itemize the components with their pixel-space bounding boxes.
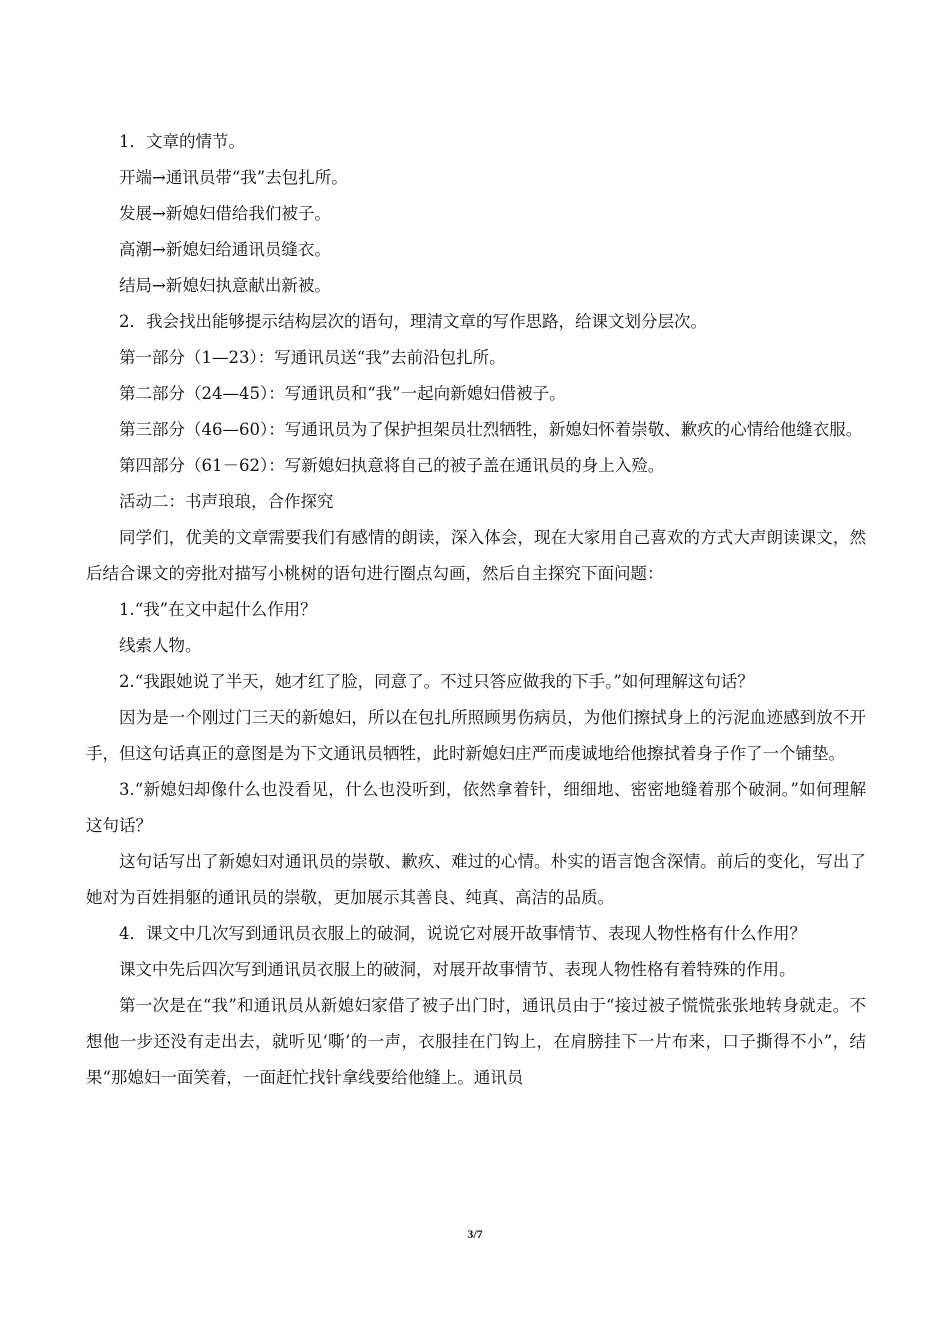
plot-ending: 结局→新媳妇执意献出新被。: [119, 276, 331, 295]
question-4: 4．课文中几次写到通讯员衣服上的破洞，说说它对展开故事情节、表现人物性格有什么作用？: [119, 924, 806, 943]
plot-development: 发展→新媳妇借给我们被子。: [119, 204, 331, 223]
document-body: [86, 124, 866, 1096]
answer-3: 这句话写出了新媳妇对通讯员的崇敬、歉疚、难过的心情。朴实的语言饱含深情。前后的变化，写出了她对为百姓捐躯的通讯员的崇敬，更加展示其善良、纯真、高洁的品质。: [86, 852, 866, 907]
activity-two-intro: 同学们，优美的文章需要我们有感情的朗读，深入体会，现在大家用自己喜欢的方式大声朗读课文，然后结合课文的旁批对描写小桃树的语句进行圈点勾画，然后自主探究下面问题：: [86, 528, 866, 583]
structure-question: 2．我会找出能够提示结构层次的语句，理清文章的写作思路，给课文划分层次。: [119, 312, 707, 331]
plot-climax: 高潮→新媳妇给通讯员缝衣。: [119, 240, 331, 259]
answer-4: 课文中先后四次写到通讯员衣服上的破洞，对展开故事情节、表现人物性格有着特殊的作用。: [119, 960, 796, 979]
activity-two-heading: 活动二：书声琅琅，合作探究: [119, 492, 334, 511]
plot-opening: 开端→通讯员带“我”去包扎所。: [119, 168, 348, 187]
question-1: 1.“我”在文中起什么作用？: [119, 600, 317, 619]
page-number: 3/7: [467, 1227, 483, 1241]
structure-part-1: 第一部分（1—23）：写通讯员送“我”去前沿包扎所。: [119, 348, 506, 367]
question-3: 3.“新媳妇却像什么也没看见，什么也没听到，依然拿着针，细细地、密密地缝着那个破洞。”如何理解这句话？: [86, 780, 866, 835]
structure-part-4: 第四部分（61－62）：写新媳妇执意将自己的被子盖在通讯员的身上入殓。: [119, 456, 665, 475]
question-2: 2.“我跟她说了半天，她才红了脸，同意了。不过只答应做我的下手。”如何理解这句话？: [119, 672, 754, 691]
answer-4-detail: 第一次是在“我”和通讯员从新媳妇家借了被子出门时，通讯员由于“接过被子慌慌张张地转身就走。不想他一步还没有走出去，就听见‘嘶’的一声，衣服挂在门钩上，在肩膀挂下一片布来，口子撕得不小”，结果“那媳妇一面笑着，一面赶忙找针拿线要给他缝上。通讯员: [86, 996, 866, 1087]
plot-heading: 1．文章的情节。: [119, 132, 245, 151]
structure-part-3: 第三部分（46—60）：写通讯员为了保护担架员壮烈牺牲，新媳妇怀着崇敬、歉疚的心情给他缝衣服。: [119, 420, 863, 439]
answer-2: 因为是一个刚过门三天的新媳妇，所以在包扎所照顾男伤病员，为他们擦拭身上的污泥血迹感到放不开手，但这句话真正的意图是为下文通讯员牺牲，此时新媳妇庄严而虔诚地给他擦拭着身子作了一个铺垫。: [86, 708, 866, 763]
structure-part-2: 第二部分（24—45）：写通讯员和“我”一起向新媳妇借被子。: [119, 384, 566, 403]
answer-1: 线索人物。: [119, 636, 202, 655]
